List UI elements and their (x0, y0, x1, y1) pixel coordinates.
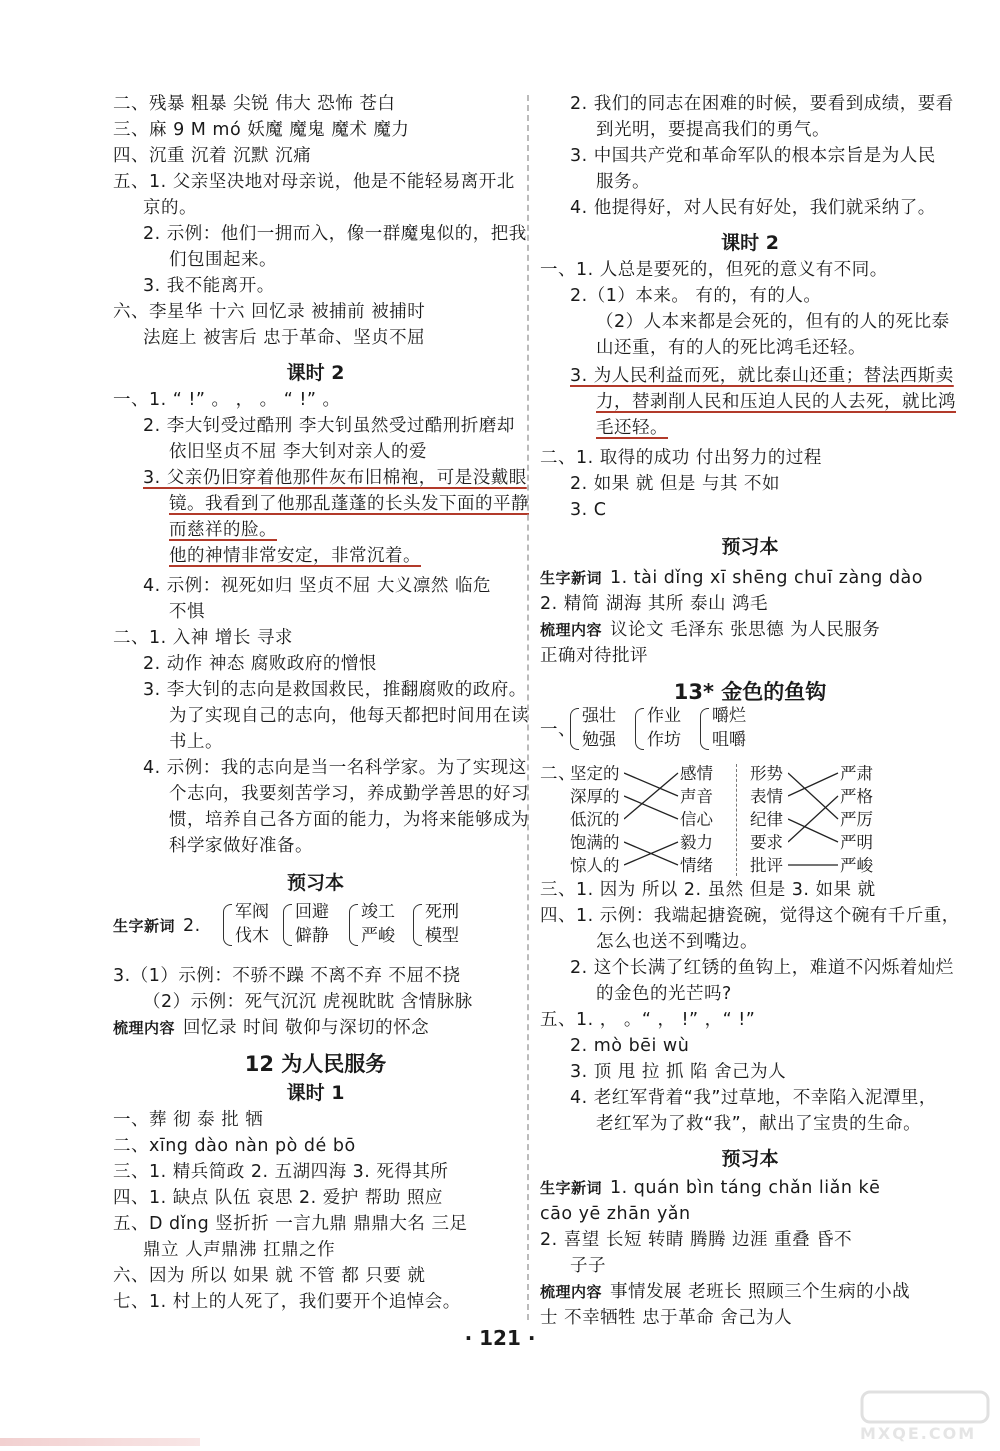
match-word: 深厚的 (570, 787, 620, 806)
match-word: 纪律 (750, 810, 783, 829)
word: 死刑 (425, 902, 459, 922)
summary-text: 议论文 毛泽东 张思德 为人民服务 (610, 620, 881, 640)
watermark-text: MXQE.COM (860, 1424, 977, 1443)
answer-line: 二、1. 入神 增长 寻求 (113, 628, 293, 648)
answer-line: 四、沉重 沉着 沉默 沉痛 (113, 146, 312, 166)
answer-line: 为了实现自己的志向，他每天都把时间用在读 (169, 706, 529, 726)
match-word: 要求 (750, 833, 783, 852)
match-word: 严格 (840, 787, 873, 806)
word: 咀嚼 (712, 730, 746, 750)
answer-line: 4. 他提得好，对人民有好处，我们就采纳了。 (570, 198, 936, 218)
answer-line: 三、1. 精兵简政 2. 五湖四海 3. 死得其所 (113, 1162, 449, 1182)
answer-line: 2. 如果 就 但是 与其 不如 (570, 474, 781, 494)
answer-line: 正确对待批评 (540, 646, 648, 666)
answer-line: 一、1. 人总是要死的，但死的意义有不同。 (540, 260, 888, 280)
match-lines (788, 762, 840, 877)
answer-line: 服务。 (596, 172, 650, 192)
match-word: 严肃 (840, 764, 873, 783)
summary-text: 事情发展 老班长 照顾三个生病的小战 (610, 1282, 911, 1302)
answer-line: 2. mò bēi wù (570, 1036, 690, 1056)
match-separator (736, 764, 737, 876)
section-number: 二、 (540, 764, 576, 784)
word: 强壮 (582, 706, 616, 726)
answer-line: 三、1. 因为 所以 2. 虽然 但是 3. 如果 就 (540, 880, 876, 900)
answer-line-underlined: 他的神情非常安定，非常沉着。 (169, 546, 421, 566)
section-number: 一、 (540, 720, 576, 740)
match-word: 严厉 (840, 810, 873, 829)
match-word: 形势 (750, 764, 783, 783)
answer-line: 2. 动作 神态 腐败政府的憎恨 (143, 654, 377, 674)
section-heading: 预习本 (721, 536, 779, 558)
label: 梳理内容 (540, 1283, 603, 1301)
word: 嚼烂 (712, 706, 746, 726)
answer-line-underlined: 力，替剥削人民和压迫人民的人去死，就比鸿 (596, 392, 956, 412)
label: 梳理内容 (540, 621, 603, 639)
answer-line: 2. 精简 湖海 其所 泰山 鸿毛 (540, 594, 769, 614)
word: 作业 (647, 706, 681, 726)
answer-line (540, 618, 880, 643)
answer-line: 二、残暴 粗暴 尖锐 伟大 恐怖 苍白 (113, 94, 396, 114)
answer-line: 4. 老红军背着“我”过草地，不幸陷入泥潭里， (570, 1088, 937, 1108)
answer-line (113, 1016, 429, 1041)
word: 僻静 (295, 926, 329, 946)
label: 生字新词 (113, 917, 176, 935)
answer-line: 五、D dǐng 竖折折 一言九鼎 鼎鼎大名 三足 (113, 1214, 468, 1234)
match-lines (624, 762, 680, 877)
answer-line: 六、李星华 十六 回忆录 被捕前 被捕时 (113, 302, 426, 322)
match-word: 批评 (750, 856, 783, 875)
section-heading: 课时 2 (286, 362, 345, 384)
lesson-title: 13* 金色的鱼钩 (673, 680, 827, 704)
pinyin-text: 1. tài dǐng xī shēng chuī zàng dào (610, 568, 923, 588)
answer-line: 鼎立 人声鼎沸 扛鼎之作 (143, 1240, 336, 1260)
label: 生字新词 (540, 569, 603, 587)
word: 竣工 (361, 902, 395, 922)
answer-line: 3. 李大钊的志向是救国救民，推翻腐败的政府。 (143, 680, 527, 700)
answer-line: 京的。 (143, 198, 197, 218)
answer-line: 二、1. 取得的成功 付出努力的过程 (540, 448, 822, 468)
answer-line: 依旧坚贞不屈 李大钊对亲人的爱 (169, 442, 428, 462)
lesson-title: 12 为人民服务 (244, 1052, 387, 1076)
answer-line: 3. 中国共产党和革命军队的根本宗旨是为人民 (570, 146, 936, 166)
answer-line-underlined: 3. 为人民利益而死，就比泰山还重；替法西斯卖 (570, 366, 954, 386)
answer-line: 2. 示例：他们一拥而入，像一群魔鬼似的，把我 (143, 224, 527, 244)
answer-line: 老红军为了救“我”，献出了宝贵的生命。 (596, 1114, 922, 1134)
match-word: 毅力 (680, 833, 713, 852)
answer-line: 二、xīng dào nàn pò dé bō (113, 1136, 356, 1156)
bottom-decor-bar (0, 1438, 200, 1446)
match-word: 声音 (680, 787, 713, 806)
match-word: 严明 (840, 833, 873, 852)
answer-line: 七、1. 村上的人死了，我们要开个追悼会。 (113, 1292, 461, 1312)
answer-line-underlined: 镜。我看到了他那乱蓬蓬的长头发下面的平静 (169, 494, 529, 514)
answer-line-underlined: 毛还轻。 (596, 418, 668, 438)
label: 生字新词 (540, 1179, 603, 1197)
page-number: · 121 · (464, 1326, 536, 1350)
answer-line-underlined: 3. 父亲仍旧穿着他那件灰布旧棉袍，可是没戴眼 (143, 468, 527, 488)
answer-line: 2. 这个长满了红锈的鱼钩上，难道不闪烁着灿烂 (570, 958, 954, 978)
summary-text: 回忆录 时间 敬仰与深切的怀念 (183, 1018, 430, 1038)
answer-line: （2）人本来都是会死的，但有的人的死比泰 (596, 312, 950, 332)
answer-line: 的金色的光芒吗? (596, 984, 732, 1004)
answer-line: 3.（1）示例：不骄不躁 不离不弃 不屈不挠 (113, 966, 461, 986)
answer-line: 五、1. ， 。“ ， !” ，“ !” (540, 1010, 756, 1030)
answer-line: 3. 我不能离开。 (143, 276, 275, 296)
answer-line: 士 不幸牺牲 忠于革命 舍己为人 (540, 1308, 793, 1328)
word: 严峻 (361, 926, 395, 946)
word: 勉强 (582, 730, 616, 750)
label: 梳理内容 (113, 1019, 176, 1037)
answer-line: 四、1. 示例：我端起搪瓷碗，觉得这个碗有千斤重， (540, 906, 960, 926)
match-column (570, 762, 620, 877)
answer-line: 四、1. 缺点 队伍 哀思 2. 爱护 帮助 照应 (113, 1188, 443, 1208)
section-heading: 课时 1 (286, 1082, 345, 1104)
answer-line (540, 1176, 880, 1201)
answer-line: 六、因为 所以 如果 就 不管 都 只要 就 (113, 1266, 426, 1286)
answer-line: 3. C (570, 500, 607, 520)
answer-line: （2）示例：死气沉沉 虎视眈眈 含情脉脉 (143, 992, 473, 1012)
match-column (750, 762, 783, 877)
answer-line: 4. 示例：我的志向是当一名科学家。为了实现这 (143, 758, 527, 778)
word: 伐木 (235, 926, 269, 946)
answer-line: 2.（1）本来。 有的，有的人。 (570, 286, 822, 306)
answer-line (540, 1280, 910, 1305)
answer-line (113, 914, 201, 939)
match-word: 坚定的 (570, 764, 620, 783)
answer-line: 子子 (570, 1256, 606, 1276)
answer-line: 一、1. “ !” 。 ， 。 “ !” 。 (113, 390, 341, 410)
match-word: 信心 (680, 810, 713, 829)
answer-line: 法庭上 被害后 忠于革命、坚贞不屈 (143, 328, 426, 348)
answer-line-underlined: 而慈祥的脸。 (169, 520, 277, 540)
answer-line: 惯，培养自己各方面的能力，为将来能够成为 (169, 810, 529, 830)
word: 模型 (425, 926, 459, 946)
answer-line: 山还重，有的人的死比鸿毛还轻。 (596, 338, 866, 358)
section-heading: 预习本 (721, 1148, 779, 1170)
word: 军阀 (235, 902, 269, 922)
column-divider (527, 95, 529, 1320)
answer-line: 一、葬 彻 泰 批 牺 (113, 1110, 264, 1130)
word: 回避 (295, 902, 329, 922)
match-word: 低沉的 (570, 810, 620, 829)
word: 作坊 (647, 730, 681, 750)
answer-line (540, 566, 923, 591)
item-number: 2. (183, 916, 201, 936)
answer-line: 到光明，要提高我们的勇气。 (596, 120, 830, 140)
answer-line: 3. 顶 甩 拉 抓 陷 舍己为人 (570, 1062, 787, 1082)
match-word: 饱满的 (570, 833, 620, 852)
answer-line: 2. 李大钊受过酷刑 李大钊虽然受过酷刑折磨却 (143, 416, 515, 436)
answer-line: 4. 示例：视死如归 坚贞不屈 大义凛然 临危 (143, 576, 491, 596)
answer-line: 个志向，我要刻苦学习，养成勤学善思的好习 (169, 784, 529, 804)
answer-line: cāo yē zhān yǎn (540, 1204, 691, 1224)
section-heading: 课时 2 (721, 232, 779, 254)
answer-line: 们包围起来。 (169, 250, 277, 270)
answer-line: 2. 我们的同志在困难的时候，要看到成绩，要看 (570, 94, 954, 114)
answer-line: 2. 喜望 长短 转睛 腾腾 边涯 重叠 昏不 (540, 1230, 853, 1250)
pinyin-text: 1. quán bìn táng chǎn liǎn kē (610, 1178, 881, 1198)
answer-line: 五、1. 父亲坚决地对母亲说，他是不能轻易离开北 (113, 172, 515, 192)
match-word: 表情 (750, 787, 783, 806)
section-heading: 预习本 (286, 872, 344, 894)
answer-line: 三、麻 9 M mó 妖魔 魔鬼 魔术 魔力 (113, 120, 410, 140)
match-word: 严峻 (840, 856, 873, 875)
match-word: 情绪 (680, 856, 713, 875)
answer-line: 不惧 (169, 602, 205, 622)
answer-line: 书上。 (169, 732, 223, 752)
watermark-logo (860, 1390, 990, 1445)
match-word: 感情 (680, 764, 713, 783)
answer-line: 怎么也送不到嘴边。 (596, 932, 758, 952)
answer-line: 科学家做好准备。 (169, 836, 313, 856)
match-column (680, 762, 713, 877)
match-column (840, 762, 873, 877)
match-word: 惊人的 (570, 856, 620, 875)
